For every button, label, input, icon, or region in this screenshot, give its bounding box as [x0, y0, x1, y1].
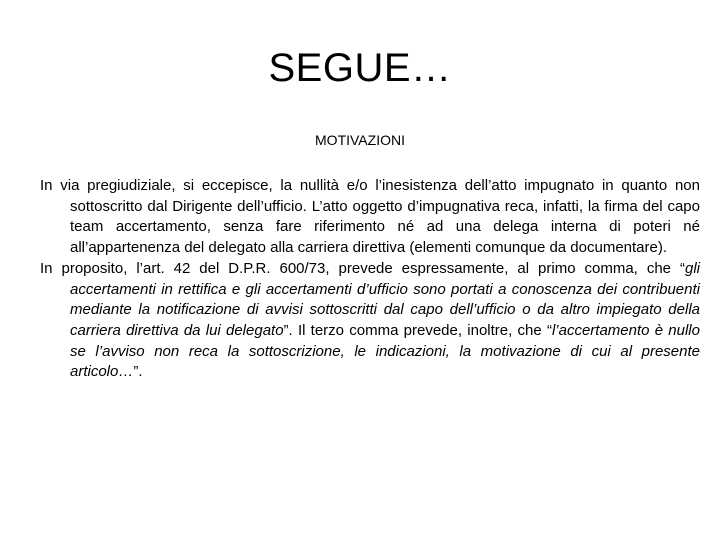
- paragraph-2-quote1: gli accertamenti in rettifica e gli accertamenti d’ufficio sono portati a conoscenza dei contribuenti mediante la notificazione di avvisi sottoscritti dal capo dell’ufficio o da altro impiegato della carriera direttiva da lui delegato: [70, 259, 700, 339]
- paragraph-1-text: In via pregiudiziale, si eccepisce, la nullità e/o l’inesistenza dell’atto impugnato in quanto non sottoscritto dal Dirigente dell’ufficio. L’atto oggetto d’impugnativa reca, infatti, la firma del capo team accertamento, senza fare riferimento né ad una delega interna di poteri né all’appartenenza del delegato alla carriera direttiva (elementi comunque da documentare).: [40, 177, 700, 257]
- paragraph-2-part2: ”. Il terzo comma prevede, inoltre, che “: [283, 321, 552, 339]
- paragraph-2: [40, 259, 700, 383]
- slide-body: [40, 176, 700, 383]
- paragraph-2-part1: In proposito, l’art. 42 del D.P.R. 600/73, prevede espressamente, al primo comma, che “: [40, 259, 685, 277]
- paragraph-2-part3: ”.: [133, 363, 143, 381]
- slide-title: SEGUE…: [268, 46, 452, 90]
- paragraph-2-quote2: l’accertamento è nullo se l’avviso non reca la sottoscrizione, le indicazioni, la motivazione di cui al presente articolo…: [70, 321, 700, 381]
- slide-subtitle: MOTIVAZIONI: [315, 132, 405, 148]
- paragraph-1: [40, 176, 700, 259]
